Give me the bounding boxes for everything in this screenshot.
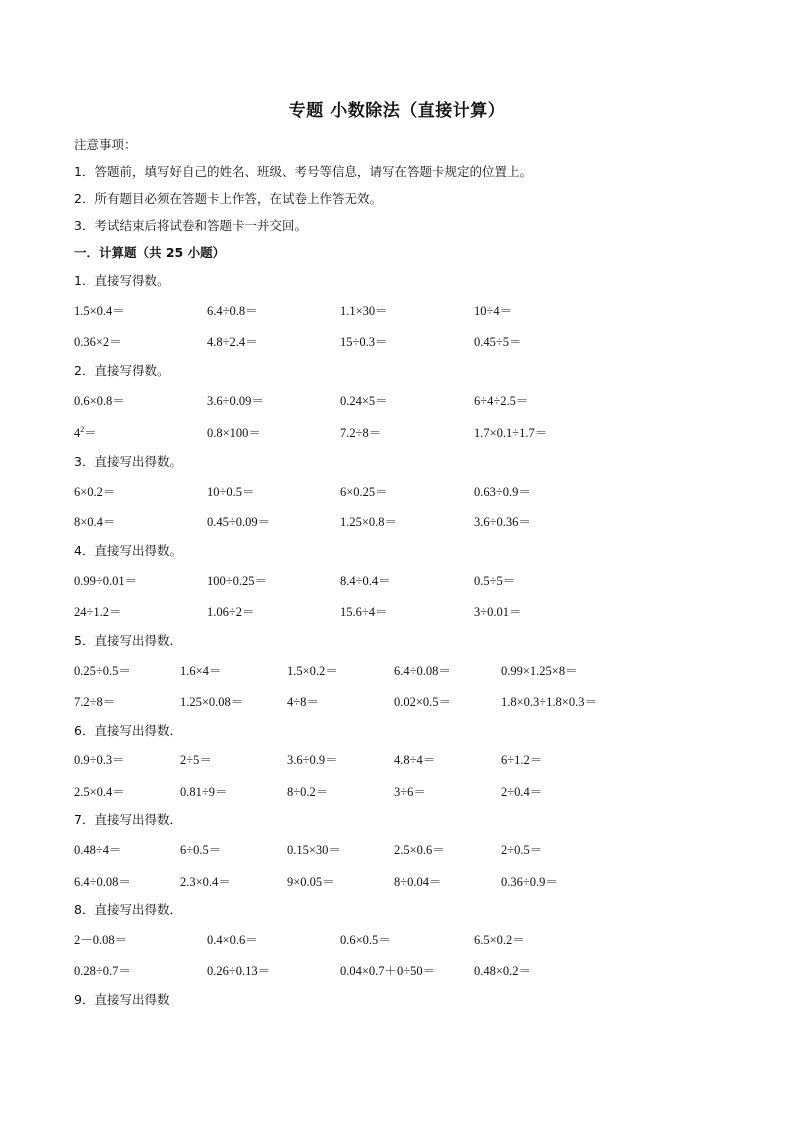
math-expression: 8.4÷0.4＝ <box>340 574 391 588</box>
math-expression: 3÷6＝ <box>394 785 426 799</box>
math-expression: 1.8×0.3÷1.8×0.3＝ <box>501 695 597 709</box>
math-expression: 0.45÷5＝ <box>474 335 522 349</box>
math-expression: 0.99×1.25×8＝ <box>501 664 578 678</box>
math-expression: 0.04×0.7＋0÷50＝ <box>340 964 436 978</box>
math-expression: 6÷4÷2.5＝ <box>474 394 529 408</box>
math-expression: 0.26÷0.13＝ <box>207 964 271 978</box>
page-title: 专题 小数除法（直接计算） <box>288 101 506 121</box>
question-label: 7．直接写出得数． <box>74 812 182 827</box>
math-expression: 6.4÷0.8＝ <box>207 304 258 318</box>
math-expression: 2.5×0.6＝ <box>394 843 445 857</box>
math-expression: 0.02×0.5＝ <box>394 695 452 709</box>
question-label: 2．直接写得数。 <box>74 363 170 378</box>
math-expression: 2.5×0.4＝ <box>74 785 125 799</box>
math-expression: 4.8÷2.4＝ <box>207 335 258 349</box>
math-expression: 0.6×0.5＝ <box>340 933 391 947</box>
math-expression: 6×0.25＝ <box>340 485 388 499</box>
math-expression: 8÷0.04＝ <box>394 875 442 889</box>
math-expression: 3.6÷0.9＝ <box>287 753 338 767</box>
math-expression: 2.3×0.4＝ <box>180 875 231 889</box>
math-expression: 0.81÷9＝ <box>180 785 228 799</box>
math-expression: 1.5×0.4＝ <box>74 304 125 318</box>
math-expression: 3÷0.01＝ <box>474 605 522 619</box>
math-expression: 4÷8＝ <box>287 695 319 709</box>
math-expression: 7.2÷8＝ <box>74 695 116 709</box>
math-expression: 1.7×0.1÷1.7＝ <box>474 426 548 440</box>
question-label: 9．直接写出得数 <box>74 992 170 1007</box>
math-expression: 0.4×0.6＝ <box>207 933 258 947</box>
math-expression: $4^2=$ <box>74 425 97 440</box>
math-expression: 0.48÷4＝ <box>74 843 122 857</box>
math-expression: 3.6÷0.36＝ <box>474 515 531 529</box>
math-expression: 1.5×0.2＝ <box>287 664 338 678</box>
question-label: 1．直接写得数。 <box>74 273 170 288</box>
math-expression: 0.8×100＝ <box>207 426 261 440</box>
math-expression: 7.2÷8＝ <box>340 426 382 440</box>
math-expression: 1.25×0.8＝ <box>340 515 398 529</box>
math-expression: 9×0.05＝ <box>287 875 335 889</box>
math-expression: 0.6×0.8＝ <box>74 394 125 408</box>
math-expression: 6.4÷0.08＝ <box>74 875 131 889</box>
math-expression: 3.6÷0.09＝ <box>207 394 264 408</box>
notice-item: 3．考试结束后将试卷和答题卡一并交回。 <box>74 218 307 233</box>
math-expression: 6×0.2＝ <box>74 485 116 499</box>
section-heading: 一．计算题（共 25 小题） <box>74 245 226 260</box>
math-expression: 8×0.4＝ <box>74 515 116 529</box>
math-expression: 0.25÷0.5＝ <box>74 664 131 678</box>
math-expression: 0.5÷5＝ <box>474 574 516 588</box>
math-expression: 0.48×0.2＝ <box>474 964 532 978</box>
math-expression: 2÷0.4＝ <box>501 785 543 799</box>
math-expression: 6÷0.5＝ <box>180 843 222 857</box>
notice-item: 1．答题前，填写好自己的姓名、班级、考号等信息，请写在答题卡规定的位置上。 <box>74 164 532 179</box>
math-expression: 0.63÷0.9＝ <box>474 485 531 499</box>
math-expression: 1.25×0.08＝ <box>180 695 244 709</box>
math-expression: 8÷0.2＝ <box>287 785 329 799</box>
question-label: 8．直接写出得数． <box>74 902 182 917</box>
math-expression: 2÷0.5＝ <box>501 843 543 857</box>
math-expression: 1.6×4＝ <box>180 664 222 678</box>
math-expression: 15.6÷4＝ <box>340 605 388 619</box>
math-expression: 100÷0.25＝ <box>207 574 267 588</box>
math-expression: 6.4÷0.08＝ <box>394 664 451 678</box>
notice-heading: 注意事项： <box>74 137 137 152</box>
math-expression: 24÷1.2＝ <box>74 605 122 619</box>
question-label: 5．直接写出得数． <box>74 633 182 648</box>
math-expression: 2－0.08＝ <box>74 933 128 947</box>
question-label: 6．直接写出得数． <box>74 723 182 738</box>
math-expression: 0.28÷0.7＝ <box>74 964 131 978</box>
math-expression: 2÷5＝ <box>180 753 212 767</box>
question-label: 3．直接写出得数。 <box>74 454 182 469</box>
math-expression: 1.06÷2＝ <box>207 605 255 619</box>
math-expression: 4.8÷4＝ <box>394 753 436 767</box>
math-expression: 0.15×30＝ <box>287 843 341 857</box>
math-expression: 15÷0.3＝ <box>340 335 388 349</box>
math-expression: 0.36×2＝ <box>74 335 122 349</box>
math-expression: 10÷0.5＝ <box>207 485 255 499</box>
math-expression: 1.1×30＝ <box>340 304 388 318</box>
math-expression: 0.45÷0.09＝ <box>207 515 271 529</box>
math-expression: 0.24×5＝ <box>340 394 388 408</box>
notice-item: 2．所有题目必须在答题卡上作答，在试卷上作答无效。 <box>74 191 382 206</box>
math-expression: 6÷1.2＝ <box>501 753 543 767</box>
math-expression: 0.99÷0.01＝ <box>74 574 138 588</box>
math-expression: 6.5×0.2＝ <box>474 933 525 947</box>
question-label: 4．直接写出得数。 <box>74 543 182 558</box>
math-expression: 10÷4＝ <box>474 304 513 318</box>
math-expression: 0.9÷0.3＝ <box>74 753 125 767</box>
math-expression: 0.36÷0.9＝ <box>501 875 558 889</box>
